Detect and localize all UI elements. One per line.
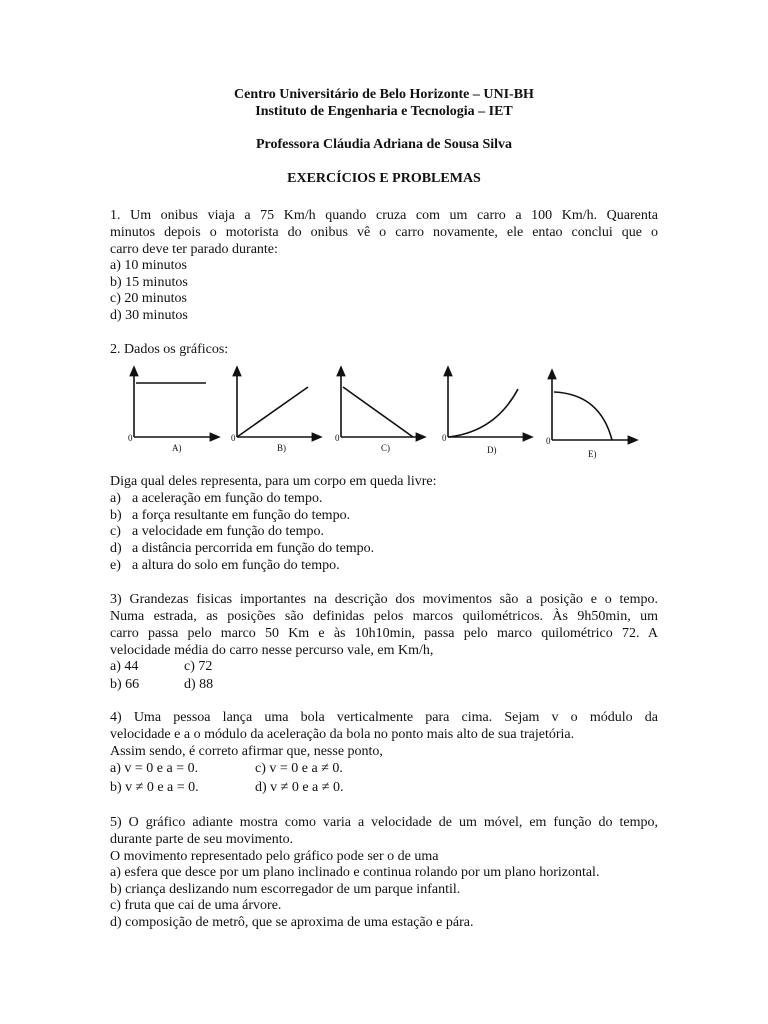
q5-text-line: durante parte de seu movimento. <box>110 832 294 847</box>
q3-text-line: 3) Grandezas fisicas importantes na descrição dos movimentos são a posição e o tempo. <box>110 592 658 607</box>
q2-option: b) a força resultante em função do tempo. <box>110 508 351 523</box>
q5-option: b) criança deslizando num escorregador de um parque infantil. <box>110 882 461 897</box>
q4-text-line: 4) Uma pessoa lança uma bola verticalmente para cima. Sejam v o módulo da <box>110 710 658 725</box>
q3-option: b) 66 <box>110 677 140 692</box>
graph-e <box>552 373 634 440</box>
institute-name: Instituto de Engenharia e Tecnologia – IET <box>255 104 513 119</box>
q4-option: c) v = 0 e a ≠ 0. <box>255 761 343 776</box>
q5-option: a) esfera que desce por um plano inclinado e continua rolando por um plano horizontal. <box>110 865 600 880</box>
q2-question: Diga qual deles representa, para um corpo em queda livre: <box>110 474 437 489</box>
q2-option: e) a altura do solo em função do tempo. <box>110 558 340 573</box>
q3-option: a) 44 <box>110 659 139 674</box>
q4-option: a) v = 0 e a = 0. <box>110 761 199 776</box>
q4-text-line: Assim sendo, é correto afirmar que, nesse ponto, <box>110 744 383 759</box>
page-title: EXERCÍCIOS E PROBLEMAS <box>287 171 481 186</box>
q1-text-line: carro deve ter parado durante: <box>110 242 278 257</box>
graph-origin-label: 0 <box>128 433 133 443</box>
graph-d <box>448 370 529 437</box>
graph-a <box>134 370 216 437</box>
q2-option: a) a aceleração em função do tempo. <box>110 491 323 506</box>
q2-option: d) a distância percorrida em função do tempo. <box>110 541 375 556</box>
institution-name: Centro Universitário de Belo Horizonte – UNI-BH <box>234 87 534 102</box>
q3-text-line: Numa estrada, as posições são definidas pelos marcos quilométricos. Às 9h50min, um <box>110 609 658 624</box>
q1-text-line: 1. Um onibus viaja a 75 Km/h quando cruza com um carro a 100 Km/h. Quarenta <box>110 208 658 223</box>
q5-text-line: 5) O gráfico adiante mostra como varia a velocidade de um móvel, em função do tempo, <box>110 815 658 830</box>
graph-label: D) <box>487 445 497 455</box>
q4-option: d) v ≠ 0 e a ≠ 0. <box>255 780 344 795</box>
q4-option: b) v ≠ 0 e a = 0. <box>110 780 199 795</box>
q3-text-line: velocidade média do carro nesse percurso vale, em Km/h, <box>110 643 434 658</box>
q3-option: d) 88 <box>184 677 214 692</box>
graph-origin-label: 0 <box>335 433 340 443</box>
graph-label: E) <box>588 449 597 459</box>
graph-origin-label: 0 <box>546 436 551 446</box>
q1-option: b) 15 minutos <box>110 275 188 290</box>
q3-option: c) 72 <box>184 659 213 674</box>
graph-label: B) <box>277 443 286 453</box>
q2-option: c) a velocidade em função do tempo. <box>110 524 325 539</box>
q1-text-line: minutos depois o motorista do onibus vê o carro novamente, ele entao conclui que o <box>110 225 658 240</box>
q5-option: d) composição de metrô, que se aproxima de uma estação e pára. <box>110 915 474 930</box>
professor-name: Professora Cláudia Adriana de Sousa Silva <box>255 137 513 152</box>
q1-option: d) 30 minutos <box>110 308 188 323</box>
q5-option: c) fruta que cai de uma árvore. <box>110 898 282 913</box>
graph-b <box>237 370 318 437</box>
q1-option: a) 10 minutos <box>110 258 187 273</box>
graph-origin-label: 0 <box>231 433 236 443</box>
q2-intro: 2. Dados os gráficos: <box>110 342 229 357</box>
graph-label: A) <box>172 443 182 453</box>
q3-text-line: carro passa pelo marco 50 Km e às 10h10min, passa pelo marco quilométrico 72. A <box>110 626 658 641</box>
graph-origin-label: 0 <box>442 433 447 443</box>
q4-text-line: velocidade e a o módulo da aceleração da bola no ponto mais alto de sua trajetória. <box>110 727 575 742</box>
q2-graphs-figure <box>110 362 650 462</box>
graph-c <box>341 370 422 437</box>
q1-option: c) 20 minutos <box>110 291 187 306</box>
graph-label: C) <box>381 443 390 453</box>
q5-text-line: O movimento representado pelo gráfico pode ser o de uma <box>110 849 439 864</box>
